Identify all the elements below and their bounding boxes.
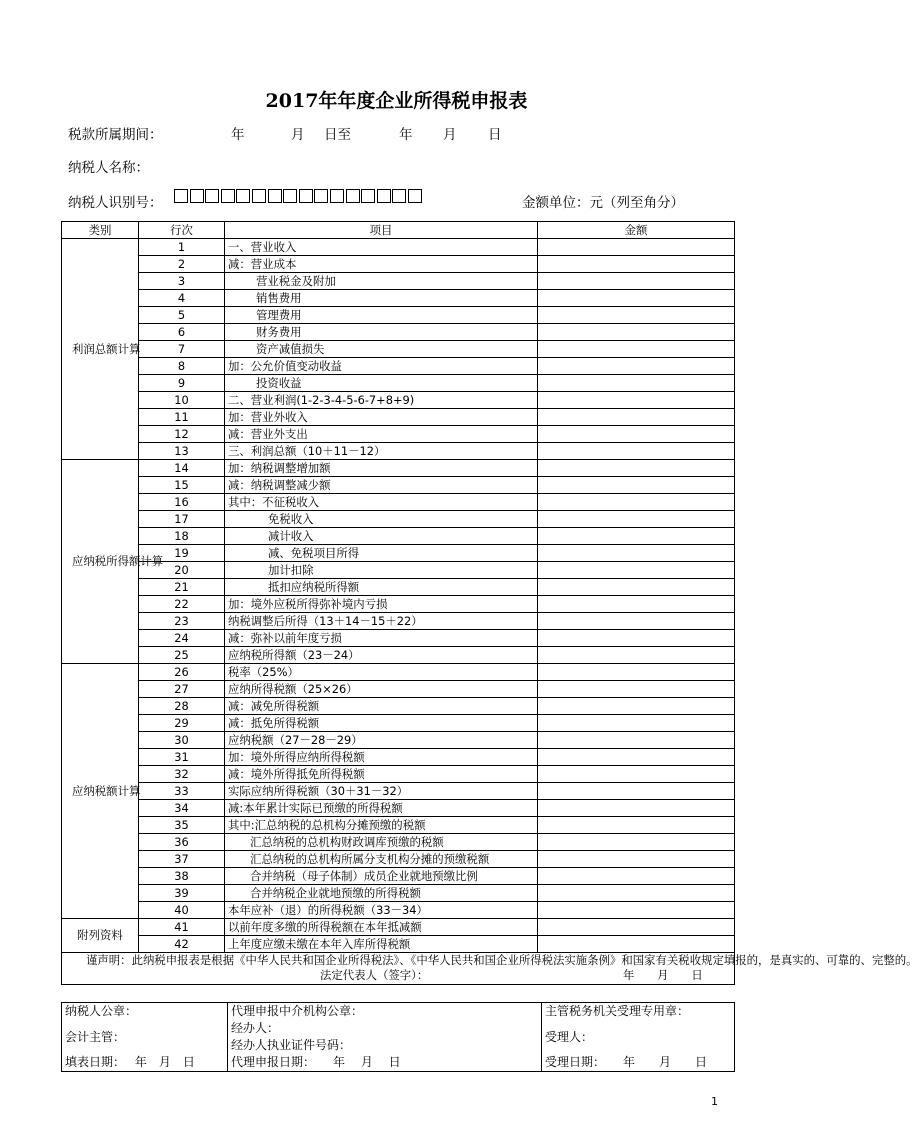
table-row: [62, 630, 735, 647]
id-digit-box[interactable]: [392, 189, 406, 203]
column-header: 项目: [225, 222, 538, 239]
column-header: 类别: [62, 222, 139, 239]
table-row: [62, 834, 735, 851]
item-label: 减计收入: [225, 528, 538, 545]
id-digit-box[interactable]: [314, 189, 328, 203]
item-label: 合并纳税（母子体制）成员企业就地预缴比例: [225, 868, 538, 885]
period-start-month: 月: [291, 127, 305, 143]
row-number: 29: [139, 715, 225, 732]
amount-cell[interactable]: [538, 392, 735, 409]
row-number: 15: [139, 477, 225, 494]
page-number: 1: [711, 1095, 718, 1108]
table-row: [62, 239, 735, 256]
declaration-cell: [62, 953, 918, 985]
amount-cell[interactable]: [538, 800, 735, 817]
legal-rep-label: 法定代表人（签字）：: [320, 968, 429, 982]
item-label: 减：减免所得税额: [225, 698, 538, 715]
id-digit-box[interactable]: [268, 189, 282, 203]
item-label: 其中:汇总纳税的总机构分摊预缴的税额: [225, 817, 538, 834]
agency-seal-cell[interactable]: [228, 1003, 542, 1072]
row-number: 33: [139, 783, 225, 800]
table-row: [62, 766, 735, 783]
table-row: [62, 443, 735, 460]
amount-cell[interactable]: [538, 664, 735, 681]
amount-cell[interactable]: [538, 749, 735, 766]
item-label: 加：境外应税所得弥补境内亏损: [225, 596, 538, 613]
amount-cell[interactable]: [538, 358, 735, 375]
item-label: 一、营业收入: [225, 239, 538, 256]
taxpayer-seal-label: 纳税人公章：: [65, 1004, 138, 1018]
table-row: [62, 902, 735, 919]
row-number: 38: [139, 868, 225, 885]
table-row: [62, 392, 735, 409]
category-cell: 利润总额计算: [62, 239, 139, 460]
amount-cell[interactable]: [538, 256, 735, 273]
id-digit-box[interactable]: [408, 189, 422, 203]
amount-cell[interactable]: [538, 715, 735, 732]
category-cell: 附列资料: [62, 919, 139, 953]
period-end-month: 月: [443, 127, 457, 143]
amount-cell[interactable]: [538, 817, 735, 834]
amount-cell[interactable]: [538, 494, 735, 511]
row-number: 37: [139, 851, 225, 868]
row-number: 1: [139, 239, 225, 256]
table-row: [62, 273, 735, 290]
id-digit-box[interactable]: [174, 189, 188, 203]
amount-cell[interactable]: [538, 868, 735, 885]
table-row: [62, 375, 735, 392]
row-number: 35: [139, 817, 225, 834]
row-number: 18: [139, 528, 225, 545]
item-label: 投资收益: [225, 375, 538, 392]
table-row: [62, 919, 735, 936]
item-label: 本年应补（退）的所得税额（33－34）: [225, 902, 538, 919]
amount-cell[interactable]: [538, 681, 735, 698]
page-title: 2017年年度企业所得税申报表: [265, 90, 528, 112]
item-label: 销售费用: [225, 290, 538, 307]
declaration-table: [61, 221, 918, 985]
item-label: 合并纳税企业就地预缴的所得税额: [225, 885, 538, 902]
amount-cell[interactable]: [538, 290, 735, 307]
row-number: 31: [139, 749, 225, 766]
row-number: 24: [139, 630, 225, 647]
table-row: [62, 596, 735, 613]
amount-cell[interactable]: [538, 443, 735, 460]
item-label: 加：境外所得应纳所得税额: [225, 749, 538, 766]
table-header-row: [62, 222, 735, 239]
item-label: 加计扣除: [225, 562, 538, 579]
item-label: 三、利润总额（10＋11－12）: [225, 443, 538, 460]
item-label: 财务费用: [225, 324, 538, 341]
table-row: [62, 256, 735, 273]
row-number: 5: [139, 307, 225, 324]
table-row: [62, 579, 735, 596]
amount-cell[interactable]: [538, 919, 735, 936]
declaration-row: [62, 953, 735, 985]
row-number: 19: [139, 545, 225, 562]
row-number: 20: [139, 562, 225, 579]
amount-cell[interactable]: [538, 647, 735, 664]
table-row: [62, 647, 735, 664]
declaration-date: 年 月 日: [623, 968, 703, 982]
row-number: 13: [139, 443, 225, 460]
row-number: 39: [139, 885, 225, 902]
item-label: 汇总纳税的总机构财政调库预缴的税额: [225, 834, 538, 851]
item-label: 汇总纳税的总机构所属分支机构分摊的预缴税额: [225, 851, 538, 868]
taxpayer-name-label: 纳税人名称：: [68, 160, 149, 176]
period-end-year: 年: [399, 127, 413, 143]
item-label: 应纳税额（27－28－29）: [225, 732, 538, 749]
id-digit-box[interactable]: [252, 189, 266, 203]
table-row: [62, 851, 735, 868]
item-label: 减：抵免所得税额: [225, 715, 538, 732]
item-label: 应纳所得税额（25×26）: [225, 681, 538, 698]
item-label: 加：营业外收入: [225, 409, 538, 426]
id-digit-box[interactable]: [346, 189, 360, 203]
table-row: [62, 817, 735, 834]
table-row: [62, 324, 735, 341]
row-number: 17: [139, 511, 225, 528]
amount-cell[interactable]: [538, 885, 735, 902]
row-number: 42: [139, 936, 225, 953]
table-row: [62, 307, 735, 324]
table-row: [62, 698, 735, 715]
amount-cell[interactable]: [538, 511, 735, 528]
amount-cell[interactable]: [538, 562, 735, 579]
row-number: 30: [139, 732, 225, 749]
item-label: 二、营业利润(1-2-3-4-5-6-7+8+9): [225, 392, 538, 409]
row-number: 27: [139, 681, 225, 698]
accounting-supervisor-label: 会计主管：: [65, 1030, 126, 1044]
declaration-text: 谨声明：此纳税申报表是根据《中华人民共和国企业所得税法》、《中华人民共和国企业所得税法实施条例》和国家有关税收规定填报的，是真实的、可靠的、完整的。: [86, 953, 918, 967]
row-number: 12: [139, 426, 225, 443]
amount-cell[interactable]: [538, 698, 735, 715]
row-number: 7: [139, 341, 225, 358]
amount-cell[interactable]: [538, 613, 735, 630]
row-number: 25: [139, 647, 225, 664]
item-label: 营业税金及附加: [225, 273, 538, 290]
item-label: 减、免税项目所得: [225, 545, 538, 562]
row-number: 26: [139, 664, 225, 681]
amount-cell[interactable]: [538, 834, 735, 851]
amount-cell[interactable]: [538, 477, 735, 494]
handler-label: 经办人：: [231, 1021, 280, 1035]
category-cell: 应纳税额计算: [62, 664, 139, 919]
item-label: 减：弥补以前年度亏损: [225, 630, 538, 647]
row-number: 2: [139, 256, 225, 273]
period-label: 税款所属期间：: [68, 127, 163, 143]
table-row: [62, 511, 735, 528]
table-row: [62, 528, 735, 545]
table-row: [62, 477, 735, 494]
row-number: 34: [139, 800, 225, 817]
item-label: 税率（25%）: [225, 664, 538, 681]
row-number: 8: [139, 358, 225, 375]
amount-cell[interactable]: [538, 630, 735, 647]
item-label: 减：境外所得抵免所得税额: [225, 766, 538, 783]
item-label: 上年度应缴未缴在本年入库所得税额: [225, 936, 538, 953]
item-label: 管理费用: [225, 307, 538, 324]
amount-cell[interactable]: [538, 766, 735, 783]
receive-date-label: 受理日期： 年 月 日: [545, 1055, 708, 1069]
row-number: 16: [139, 494, 225, 511]
table-row: [62, 868, 735, 885]
amount-cell[interactable]: [538, 902, 735, 919]
table-row: [62, 494, 735, 511]
handler-cert-label: 经办人执业证件号码：: [231, 1038, 352, 1052]
column-header: 行次: [139, 222, 225, 239]
row-number: 32: [139, 766, 225, 783]
item-label: 减：营业成本: [225, 256, 538, 273]
item-label: 其中：不征税收入: [225, 494, 538, 511]
table-row: [62, 358, 735, 375]
table-row: [62, 749, 735, 766]
amount-cell[interactable]: [538, 936, 735, 953]
taxpayer-id-label: 纳税人识别号：: [68, 195, 163, 211]
table-row: [62, 800, 735, 817]
row-number: 6: [139, 324, 225, 341]
item-label: 加：公允价值变动收益: [225, 358, 538, 375]
id-digit-box[interactable]: [221, 189, 235, 203]
taxpayer-seal-cell[interactable]: [62, 1003, 228, 1072]
fill-date-label: 填表日期： 年 月 日: [65, 1055, 195, 1069]
tax-authority-cell[interactable]: [542, 1003, 735, 1072]
row-number: 22: [139, 596, 225, 613]
id-digit-box[interactable]: [330, 189, 344, 203]
row-number: 3: [139, 273, 225, 290]
item-label: 抵扣应纳税所得额: [225, 579, 538, 596]
item-label: 减：营业外支出: [225, 426, 538, 443]
category-cell: 应纳税所得额计算: [62, 460, 139, 664]
item-label: 减：纳税调整减少额: [225, 477, 538, 494]
row-number: 21: [139, 579, 225, 596]
amount-cell[interactable]: [538, 851, 735, 868]
amount-cell[interactable]: [538, 579, 735, 596]
taxpayer-id-boxes[interactable]: [174, 189, 424, 203]
amount-cell[interactable]: [538, 426, 735, 443]
item-label: 减:本年累计实际已预缴的所得税额: [225, 800, 538, 817]
amount-cell[interactable]: [538, 324, 735, 341]
item-label: 纳税调整后所得（13＋14－15＋22）: [225, 613, 538, 630]
tax-authority-seal-label: 主管税务机关受理专用章：: [545, 1004, 690, 1018]
amount-cell[interactable]: [538, 341, 735, 358]
amount-cell[interactable]: [538, 545, 735, 562]
id-digit-box[interactable]: [236, 189, 250, 203]
table-row: [62, 426, 735, 443]
id-digit-box[interactable]: [190, 189, 204, 203]
id-digit-box[interactable]: [283, 189, 297, 203]
row-number: 40: [139, 902, 225, 919]
amount-cell[interactable]: [538, 460, 735, 477]
table-row: [62, 681, 735, 698]
table-row: [62, 341, 735, 358]
table-row: [62, 460, 735, 477]
row-number: 36: [139, 834, 225, 851]
period-start-year: 年: [231, 127, 245, 143]
amount-cell[interactable]: [538, 273, 735, 290]
table-row: [62, 936, 735, 953]
amount-cell[interactable]: [538, 783, 735, 800]
item-label: 免税收入: [225, 511, 538, 528]
receiver-label: 受理人：: [545, 1030, 594, 1044]
table-row: [62, 715, 735, 732]
row-number: 23: [139, 613, 225, 630]
table-row: [62, 290, 735, 307]
id-digit-box[interactable]: [205, 189, 219, 203]
table-row: [62, 783, 735, 800]
table-row: [62, 732, 735, 749]
row-number: 10: [139, 392, 225, 409]
agency-seal-label: 代理申报中介机构公章：: [231, 1004, 364, 1018]
item-label: 实际应纳所得税额（30＋31－32）: [225, 783, 538, 800]
item-label: 加：纳税调整增加额: [225, 460, 538, 477]
period-start-day: 日至: [324, 127, 351, 143]
table-row: [62, 613, 735, 630]
amount-cell[interactable]: [538, 596, 735, 613]
amount-cell[interactable]: [538, 375, 735, 392]
table-row: [62, 885, 735, 902]
table-row: [62, 409, 735, 426]
item-label: 应纳税所得额（23－24）: [225, 647, 538, 664]
row-number: 28: [139, 698, 225, 715]
id-digit-box[interactable]: [377, 189, 391, 203]
row-number: 4: [139, 290, 225, 307]
period-end-day: 日: [488, 127, 502, 143]
row-number: 11: [139, 409, 225, 426]
id-digit-box[interactable]: [361, 189, 375, 203]
amount-cell[interactable]: [538, 528, 735, 545]
amount-cell[interactable]: [538, 732, 735, 749]
item-label: 以前年度多缴的所得税额在本年抵减额: [225, 919, 538, 936]
row-number: 9: [139, 375, 225, 392]
table-row: [62, 664, 735, 681]
amount-cell[interactable]: [538, 409, 735, 426]
amount-unit: 金额单位：元（列至角分）: [522, 195, 684, 211]
id-digit-box[interactable]: [299, 189, 313, 203]
amount-cell[interactable]: [538, 239, 735, 256]
signature-table: [61, 1002, 735, 1072]
item-label: 资产减值损失: [225, 341, 538, 358]
column-header: 金额: [538, 222, 735, 239]
row-number: 14: [139, 460, 225, 477]
agency-date-label: 代理申报日期： 年 月 日: [231, 1055, 401, 1069]
amount-cell[interactable]: [538, 307, 735, 324]
row-number: 41: [139, 919, 225, 936]
